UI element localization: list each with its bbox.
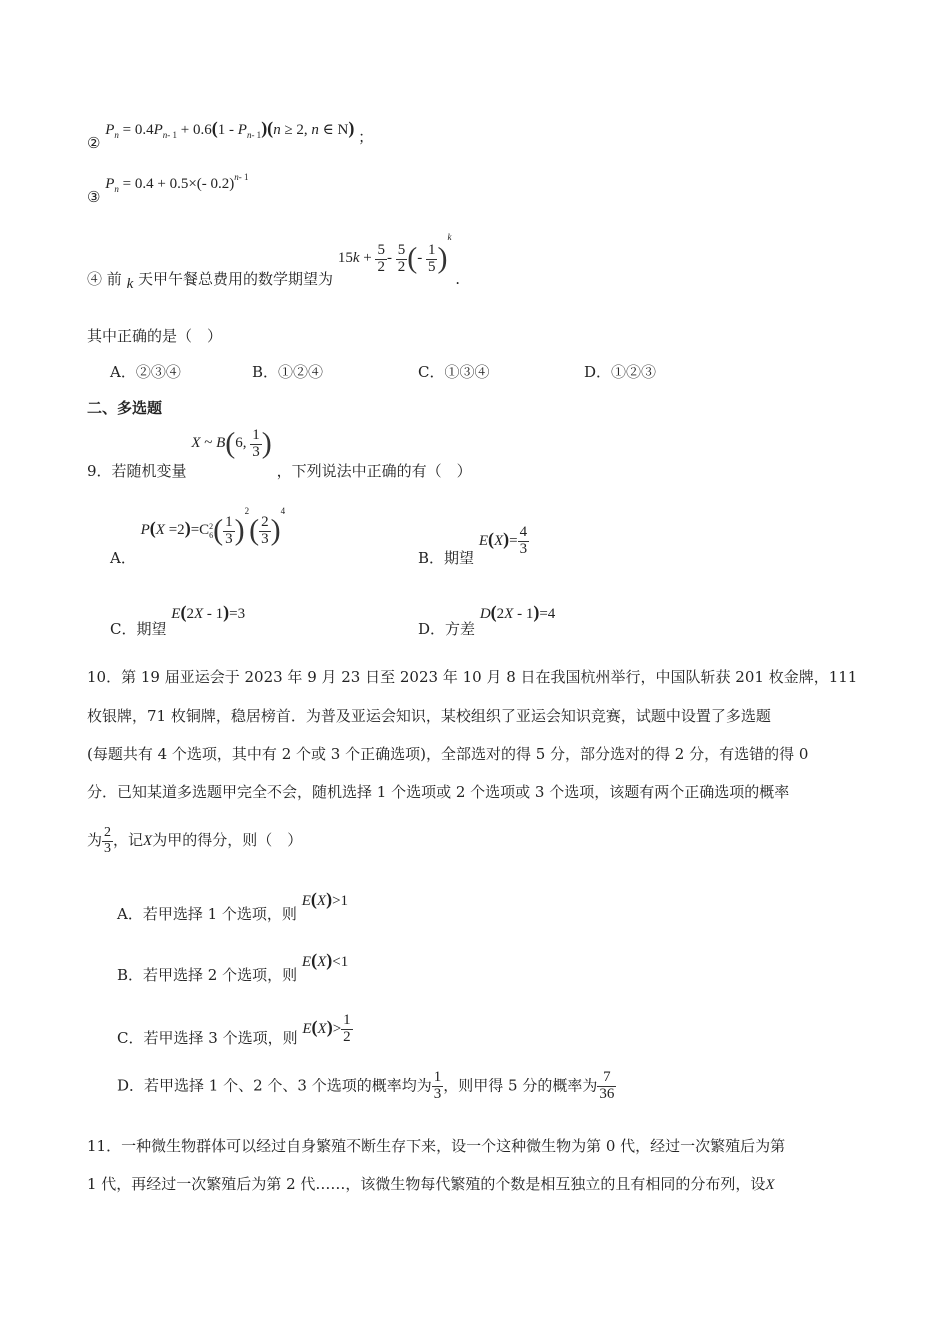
q9-option-d-formula: D(2X - 1)=4 [479,602,556,622]
item-2-marker: ② [87,134,101,152]
q9-option-c-formula: E(2X - 1)=3 [171,602,246,622]
q10-option-c: C．若甲选择 3 个选项，则 E(X)> $\frac{1}{2}$ [117,1012,351,1047]
q10-line-1: 10．第 19 届亚运会于 2023 年 9 月 23 日至 2023 年 10 月 8 日在我国杭州举行，中国队斩获 201 枚金牌，111 [87,668,858,686]
q8-option-d: D．①②③ [584,363,657,381]
section-title: 二、多选题 [87,399,163,417]
item-4-tail: . [455,270,461,289]
item-4-var: k [126,276,134,293]
item-4-formula: 15k + $\frac{5}{2}$ - $\frac{5}{2}$ (- $\frac{1}{5}$ )$^k$ [337,232,452,275]
q11-line-2: 1 代，再经过一次繁殖后为第 2 代……，该微生物每代繁殖的个数是相互独立的且有相同的分布列，设X [87,1175,775,1193]
item-3-formula: $P_n = 0.4 + 0.5\times(-$ 0.2)$^{n- 1}$ [105,172,249,194]
q10-option-c-formula: E(X)> $\frac{1}{2}$ [302,1012,351,1045]
item-3-marker: ③ [87,188,101,206]
q10-option-b: B．若甲选择 2 个选项，则 E(X)<1 [117,950,349,984]
q10-line-3: (每题共有 4 个选项，其中有 2 个或 3 个正确选项)，全部选对的得 5 分，部分选对的得 2 分，有选错的得 0 [87,745,809,763]
item-4-text-after: 天甲午餐总费用的数学期望为 [138,270,334,289]
question-prompt: 其中正确的是（ ） [87,327,223,345]
q9-option-b-formula: E(X)= $\frac{4}{3}$ [478,524,528,557]
item-2-formula: $P_n = 0.4P_{n- 1} + 0.6(1 - P_{n- 1})(n \ge 2$, n ∈ N) [105,118,355,140]
q10-line-2: 枚银牌，71 枚铜牌，稳居榜首．为普及亚运会知识，某校组织了亚运会知识竞赛，试题中设置了多选题 [87,707,771,725]
item-2-tail: ； [358,128,374,146]
q10-line-4: 分．已知某道多选题甲完全不会，随机选择 1 个选项或 2 个选项或 3 个选项，该题有两个正确选项的概率 [87,783,790,801]
item-4-marker: ④ [87,270,103,289]
q9-option-a-label: A． [110,549,136,568]
q9-tail: ，下列说法中正确的有（ ） [276,462,472,481]
q8-option-c: C．①③④ [418,363,490,381]
q10-option-b-formula: E(X)<1 [301,950,349,970]
item-4-text: 前 [106,270,122,289]
q10-option-a-formula: E(X)>1 [301,889,349,909]
item-3 [87,172,249,206]
q10-option-d: D．若甲选择 1 个、2 个、3 个选项的概率均为 $\frac{1}{3}$ ，则甲得 5 分的概率为 $\frac{7}{36}$ [117,1069,615,1102]
q9-option-b: B．期望 E(X)= $\frac{4}{3}$ [418,524,528,567]
q9-option-a [110,506,286,568]
q10-line-5: 为 $\frac{2}{3}$ ，记X为甲的得分，则（ ） [87,825,303,856]
q9-option-d: D．方差 D(2X - 1)=4 [418,602,556,638]
item-4 [87,232,461,293]
q9-formula: X ~ B(6, $\frac{1}{3}$ ) [191,426,272,460]
q11-line-1: 11．一种微生物群体可以经过自身繁殖不断生存下来，设一个这种微生物为第 0 代，经过一次繁殖后为第 [87,1137,786,1155]
item-2 [87,118,374,152]
q9-option-c: C．期望 E(2X - 1)=3 [110,602,246,638]
q9-number: 9．若随机变量 [87,462,187,481]
q9-stem [87,425,472,481]
q10-option-a: A．若甲选择 1 个选项，则 E(X)>1 [117,889,349,923]
q8-option-b: B．①②④ [252,363,324,381]
q8-option-a: A．②③④ [110,363,181,381]
q9-option-a-formula: P(X =2)=C 2 6 ( $\frac{1}{3}$ )$^2$( $\frac{2}{3}$ )$^4$ [140,506,286,547]
